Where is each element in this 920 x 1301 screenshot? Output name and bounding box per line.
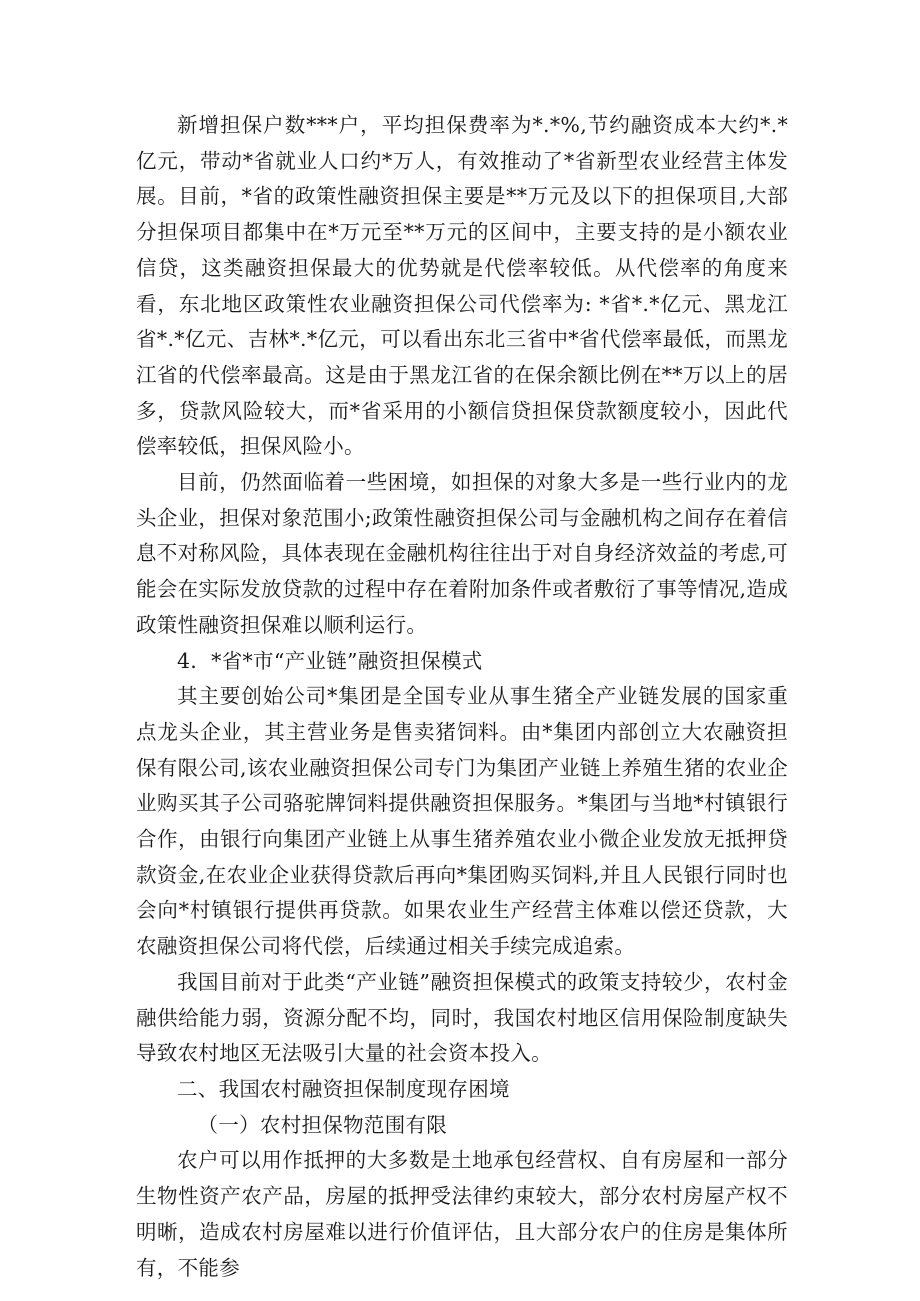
subsection-heading-collateral: （一）农村担保物范围有限 <box>197 1112 448 1137</box>
paragraph-guarantee-stats: 新增担保户数***户，平均担保费率为*.*%,节约融资成本大约*.*亿元，带动*省就业人口约*万人，有效推动了*省新型农业经营主体发展。目前，*省的政策性融资担保主要是**万元及以下的担保项目,大部分担保项目都集中在*万元至**万元的区间中，主要支持的是小额农业信贷，这类融资担保最大的优势就是代偿率较低。从代偿率的角度来看，东北地区政策性农业融资担保公司代偿率为: *省*.*亿元、黑龙江省*.*亿元、吉林*.*亿元，可以看出东北三省中*省代偿率最低，而黑龙江省的代偿率最高。这是由于黑龙江省的在保余额比例在**万以上的居多，贷款风险较大，而*省采用的小额信贷担保贷款额度较小，因此代偿率较低，担保风险小。 <box>136 113 788 459</box>
paragraph-current-difficulties: 目前，仍然面临着一些困境，如担保的对象大多是一些行业内的龙头企业，担保对象范围小;政策性融资担保公司与金融机构之间存在着信息不对称风险，具体表现在金融机构往往出于对自身经济效益的考虑,可能会在实际发放贷款的过程中存在着附加条件或者敷衍了事等情况,造成政策性融资担保难以顺利运行。 <box>136 470 789 637</box>
paragraph-policy-support: 我国目前对于此类“产业链”融资担保模式的政策支持较少，农村金融供给能力弱，资源分配不均，同时，我国农村地区信用保险制度缺失导致农村地区无法吸引大量的社会资本投入。 <box>136 969 788 1066</box>
chapter-heading-dilemmas: 二、我国农村融资担保制度现存困境 <box>177 1076 510 1101</box>
section-heading-industry-chain: 4．*省*市“产业链”融资担保模式 <box>177 648 483 673</box>
paragraph-collateral-scope: 农户可以用作抵押的大多数是土地承包经营权、自有房屋和一部分生物性资产农产品，房屋的抵押受法律约束较大，部分农村房屋产权不明晰，造成农村房屋难以进行价值评估，且大部分农户的住房是集体所有，不能参 <box>136 1148 788 1280</box>
document-body <box>136 108 788 1286</box>
paragraph-group-model: 其主要创始公司*集团是全国专业从事生猪全产业链发展的国家重点龙头企业，其主营业务是售卖猪饲料。由*集团内部创立大农融资担保有限公司,该农业融资担保公司专门为集团产业链上养殖生猪的农业企业购买其子公司骆驼牌饲料提供融资担保服务。*集团与当地*村镇银行合作，由银行向集团产业链上从事生猪养殖农业小微企业发放无抵押贷款资金,在农业企业获得贷款后再向*集团购买饲料,并且人民银行同时也会向*村镇银行提供再贷款。如果农业生产经营主体难以偿还贷款，大农融资担保公司将代偿，后续通过相关手续完成追索。 <box>136 684 788 959</box>
